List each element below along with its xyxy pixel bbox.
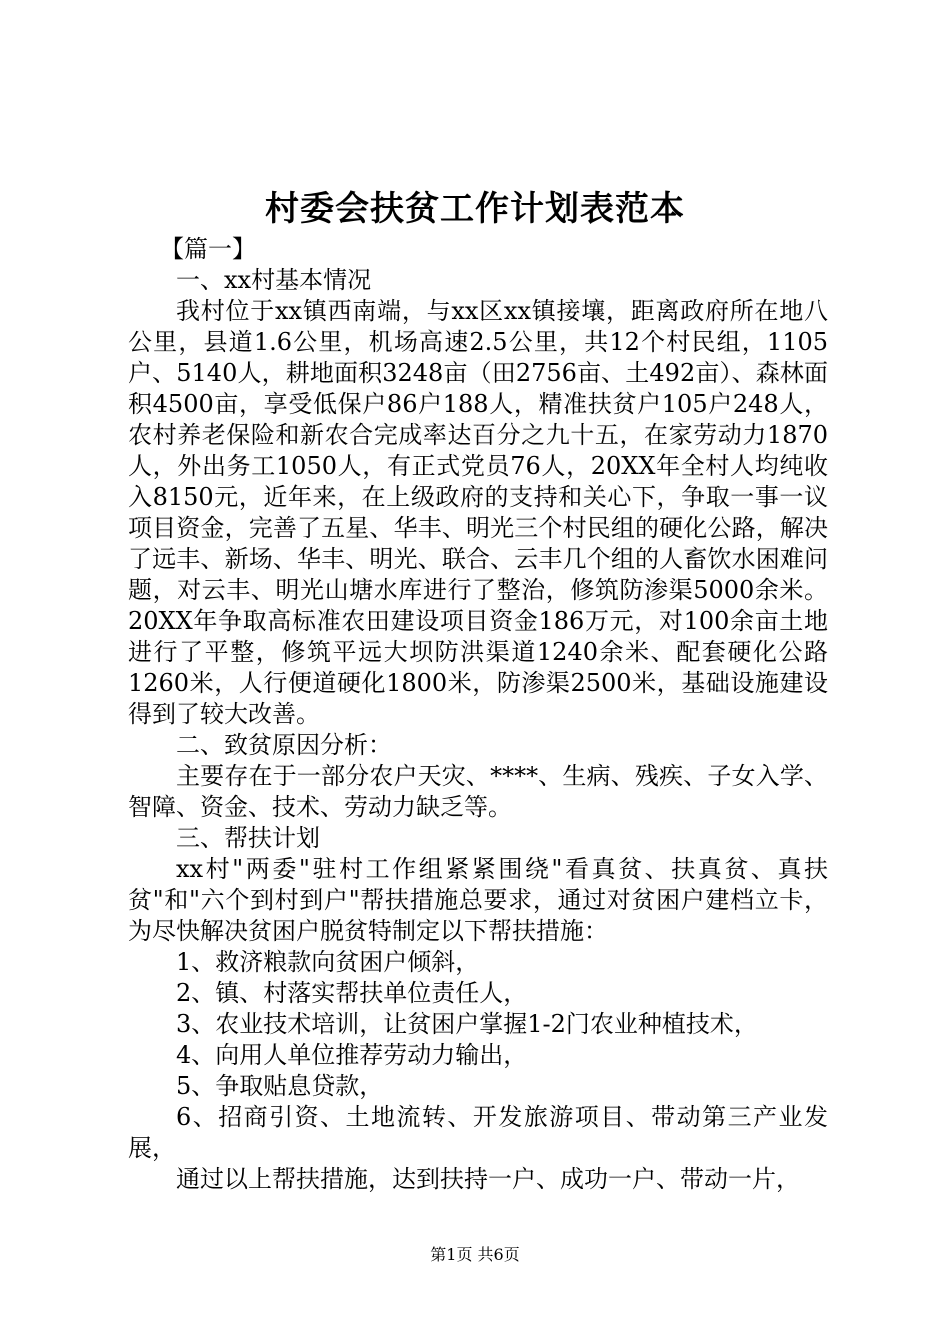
list-item-4: 4、向用人单位推荐劳动力输出，: [176, 1041, 528, 1069]
paragraph-poverty-causes: 主要存在于一部分农户天灾、****、生病、残疾、子女入学、智障、资金、技术、劳动力缺乏等。: [128, 762, 828, 821]
paragraph-basic-info: 我村位于xx镇西南端，与xx区xx镇接壤，距离政府所在地八公里，县道1.6公里，机场高速2.5公里，共12个村民组，1105户、5140人，耕地面积3248亩（田2756亩、土492亩）、森林面积4500亩，享受低保户86户188人，精准扶贫户105户248人，农村养老保险和新农合完成率达百分之九十五，在家劳动力1870人，外出务工1050人，有正式党员76人，20XX年全村人均纯收入8150元，近年来，在上级政府的支持和关心下，争取一事一议项目资金，完善了五星、华丰、明光三个村民组的硬化公路，解决了远丰、新场、华丰、明光、联合、云丰几个组的人畜饮水困难问题，对云丰、明光山塘水库进行了整治，修筑防渗渠5000余米。20XX年争取高标准农田建设项目资金186万元，对100余亩土地进行了平整，修筑平远大坝防洪渠道1240余米、配套硬化公路1260米，人行便道硬化1800米，防渗渠2500米，基础设施建设得到了较大改善。: [128, 297, 828, 728]
list-item-3: 3、农业技术培训，让贫困户掌握1-2门农业种植技术，: [176, 1010, 758, 1038]
list-item-2: 2、镇、村落实帮扶单位责任人，: [176, 979, 528, 1007]
heading-poverty-causes: 二、致贫原因分析：: [176, 731, 392, 759]
document-title: 村委会扶贫工作计划表范本: [265, 189, 685, 229]
list-item-1: 1、救济粮款向贫困户倾斜，: [176, 948, 480, 976]
paragraph-assistance-plan: xx村"两委"驻村工作组紧紧围绕"看真贫、扶真贫、真扶贫"和"六个到村到户"帮扶措施总要求，通过对贫困户建档立卡，为尽快解决贫困户脱贫特制定以下帮扶措施：: [128, 855, 828, 945]
list-item-5: 5、争取贴息贷款，: [176, 1072, 384, 1100]
paragraph-conclusion: 通过以上帮扶措施，达到扶持一户、成功一户、带动一片，: [176, 1165, 800, 1193]
document-body: [128, 234, 828, 1195]
page-footer: 第1页 共6页: [430, 1245, 520, 1264]
heading-basic-info: 一、xx村基本情况: [176, 266, 372, 294]
heading-assistance-plan: 三、帮扶计划: [176, 824, 320, 852]
section-label: 【篇一】: [160, 235, 256, 263]
list-item-6: 6、招商引资、土地流转、开发旅游项目、带动第三产业发展，: [128, 1103, 828, 1162]
